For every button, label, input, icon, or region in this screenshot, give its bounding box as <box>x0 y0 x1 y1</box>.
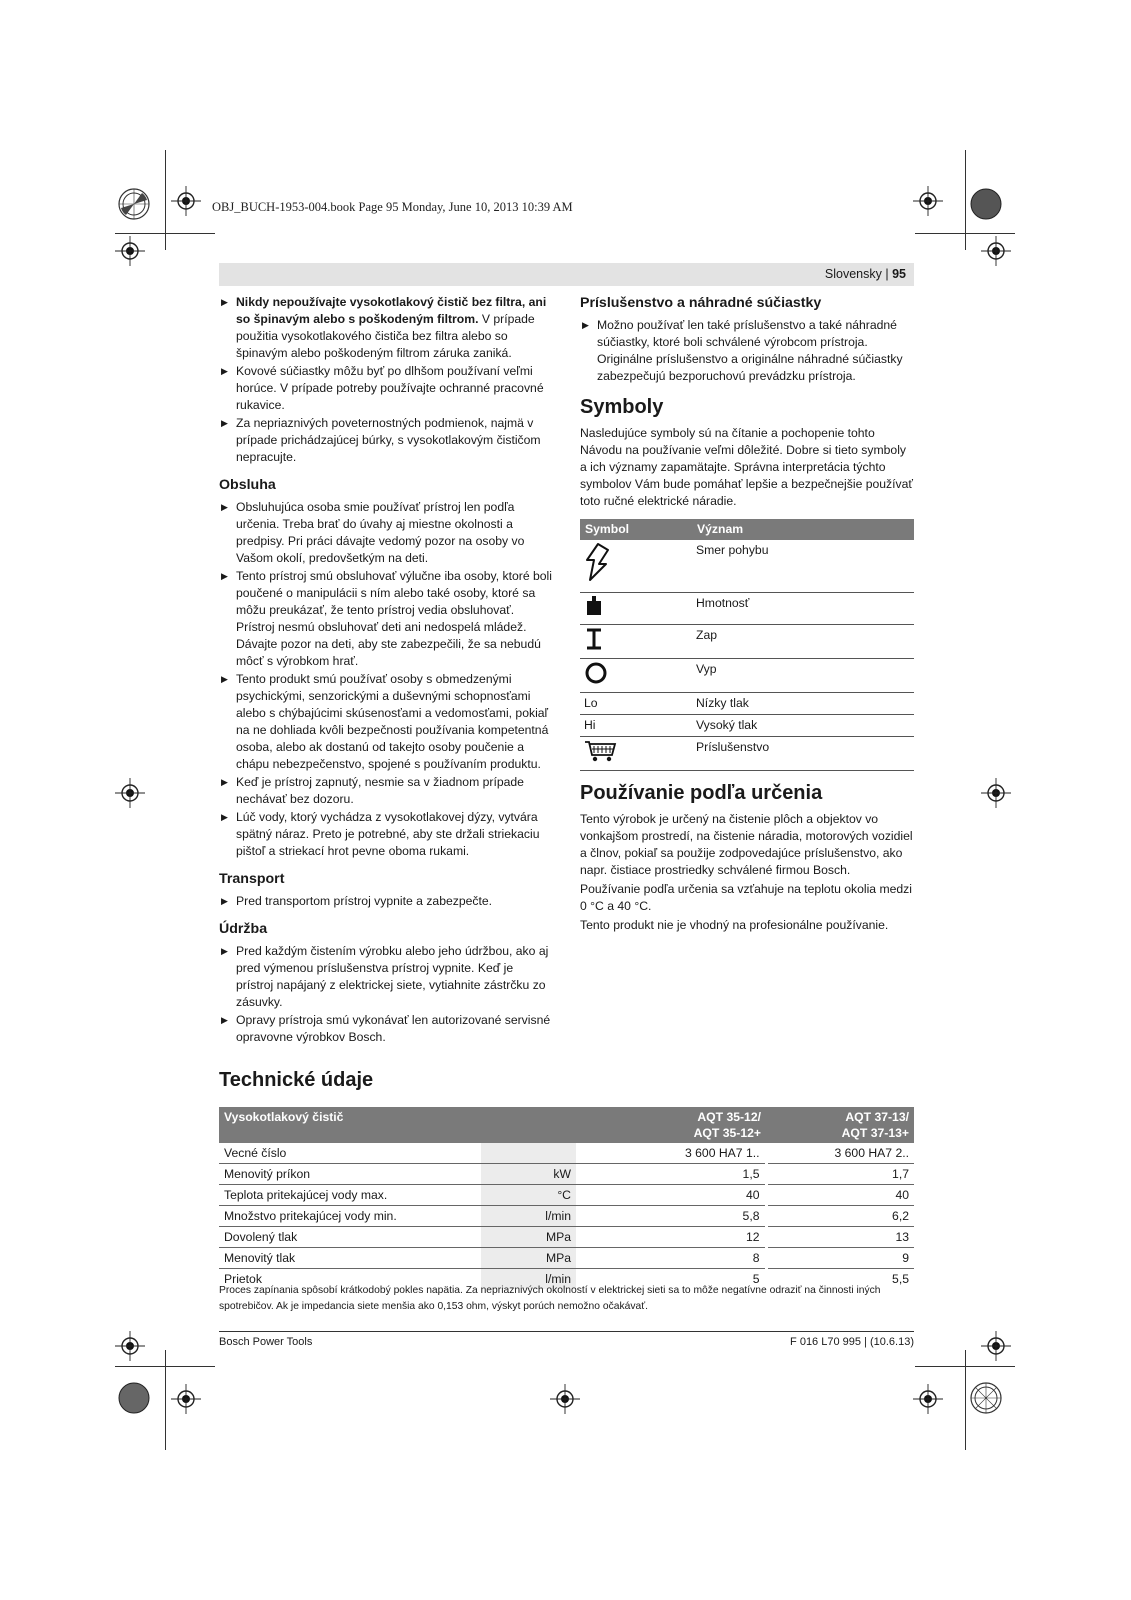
table-footnote: Proces zapínania spôsobí krátkodobý pokles napätia. Za nepriaznivých okolností v elektrickej sieti sa to môže negatívne odraziť na činnosti iných spotrebičov. Ak je impedancia siete menšia ako 0,153 ohm, výskyt porúch nemožno očakávať. <box>219 1285 881 1312</box>
table-row: Teplota pritekajúcej vody max. °C 40 40 <box>219 1185 914 1206</box>
crop-mark <box>115 233 215 234</box>
table-row: Menovitý tlak MPa 8 9 <box>219 1248 914 1269</box>
technical-data-heading: Technické údaje <box>219 1069 374 1091</box>
header-text <box>825 267 906 281</box>
list-item: ▶ Pred transportom prístroj vypnite a zabezpečte. <box>219 893 553 910</box>
section-heading-udrzba: Údržba <box>219 921 268 937</box>
right-column <box>580 294 914 936</box>
page-number: 95 <box>892 267 906 281</box>
section-heading-pouzivanie: Používanie podľa určenia <box>580 782 823 804</box>
crop-mark <box>915 1366 1015 1367</box>
registration-target-icon <box>115 778 145 808</box>
header-language: Slovensky <box>824 267 882 281</box>
crop-mark <box>915 233 1015 234</box>
registration-target-icon <box>171 1384 201 1414</box>
crop-mark <box>965 150 966 250</box>
section-heading-prislusenstvo: Príslušenstvo a náhradné súčiastky <box>580 295 822 311</box>
column-header-meaning: Význam <box>692 519 914 540</box>
list-item: ▶ Obsluhujúca osoba smie používať prístroj len podľa určenia. Treba brať do úvahy aj miestne okolnosti a predpisy. Pri práci dávajte vedomý pozor na osoby vo Vašom okolí, predovšetkým na deti. <box>219 499 553 567</box>
registration-target-icon <box>913 186 943 216</box>
symbol-label: Lo <box>580 693 692 715</box>
column-header-product: Vysokotlakový čistič <box>219 1107 481 1143</box>
footer-brand: Bosch Power Tools <box>219 1336 313 1348</box>
table-row <box>580 715 914 737</box>
table-row <box>580 593 914 625</box>
paragraph: Tento produkt nie je vhodný na profesionálne používanie. <box>580 918 889 932</box>
section-heading-symboly: Symboly <box>580 396 664 418</box>
symbol-meaning: Smer pohybu <box>692 540 914 593</box>
registration-target-icon <box>981 778 1011 808</box>
registration-mark-icon <box>118 188 150 220</box>
table-row: Menovitý príkon kW 1,5 1,7 <box>219 1164 914 1185</box>
section-heading-obsluha: Obsluha <box>219 477 276 493</box>
symbol-meaning: Nízky tlak <box>692 693 914 715</box>
list-item: ▶ Lúč vody, ktorý vychádza z vysokotlakovej dýzy, vytvára spätný náraz. Preto je potrebné, aby ste držali striekaciu pištoľ a striekací hrot pevne oboma rukami. <box>219 809 553 860</box>
symbol-label: Hi <box>580 715 692 737</box>
safety-bullet: ▶ Nikdy nepoužívajte vysokotlakový čistič bez filtra, ani so špinavým alebo s poškodeným filtrom. V prípade použitia vysokotlakového čističa bez filtra alebo so špinavým alebo poškodeným filtrom záruka zaniká. <box>219 294 553 362</box>
header-separator: | <box>885 267 889 281</box>
shopping-cart-icon <box>584 739 618 763</box>
table-row: Prietok l/min 5 5,5 <box>219 1269 914 1290</box>
table-row <box>580 659 914 693</box>
list-item: ▶ Tento produkt smú používať osoby s obmedzenými psychickými, senzorickými a duševnými schopnosťami alebo s chýbajúcimi skúsenosťami a vedomosťami, pokiaľ na ne dohliada kvôli bezpečnosti používania kompetentná osoba, alebo ak dostanú od takejto osoby poučenie a chápu nebezpečenstvo, spojené s používaním produktu. <box>219 671 553 773</box>
registration-target-icon <box>115 236 145 266</box>
table-row: Vecné číslo 3 600 HA7 1.. 3 600 HA7 2.. <box>219 1143 914 1164</box>
table-row: Dovolený tlak MPa 12 13 <box>219 1227 914 1248</box>
registration-target-icon <box>171 186 201 216</box>
power-off-icon <box>584 661 608 685</box>
registration-target-icon <box>913 1384 943 1414</box>
symbol-meaning: Hmotnosť <box>692 593 914 625</box>
registration-target-icon <box>550 1384 580 1414</box>
paragraph: Používanie podľa určenia sa vzťahuje na teplotu okolia medzi 0 °C a 40 °C. <box>580 882 912 913</box>
table-row <box>580 540 914 593</box>
registration-mark-icon <box>970 1382 1002 1414</box>
symbol-meaning: Zap <box>692 625 914 659</box>
power-on-icon <box>584 627 604 651</box>
crop-mark <box>165 1350 166 1450</box>
color-bar-mark-icon <box>970 188 1002 220</box>
registration-target-icon <box>981 236 1011 266</box>
list-item: ▶ Tento prístroj smú obsluhovať výlučne iba osoby, ktoré boli poučené o manipulácii s ním alebo také osoby, ktoré sa môžu preukázať, že tento prístroj vedia obsluhovať. Prístroj nesmú obsluhovať deti ani nedospelá mládež. Dávajte pozor na deti, aby ste zabezpečili, že sa nebudú môcť s výrobkom hrať. <box>219 568 553 670</box>
page-header <box>219 263 914 286</box>
crop-mark <box>115 1366 215 1367</box>
table-header-row <box>580 519 914 540</box>
registration-target-icon <box>981 1331 1011 1361</box>
list-item: ▶ Opravy prístroja smú vykonávať len autorizované servisné opravovne výrobkov Bosch. <box>219 1012 553 1046</box>
table-header-row <box>219 1107 914 1143</box>
footer-doc-number: F 016 L70 995 | (10.6.13) <box>790 1336 914 1348</box>
symbols-intro: Nasledujúce symboly sú na čítanie a pochopenie tohto Návodu na používanie veľmi dôležité. Dobre si tieto symboly a ich významy zapamätajte. Správna interpretácia týchto symbolov Vám bude pomáhať lepšie a bezpečnejšie používať toto ručné elektrické náradie. <box>580 426 913 508</box>
left-column <box>219 294 553 1047</box>
print-info: OBJ_BUCH-1953-004.book Page 95 Monday, June 10, 2013 10:39 AM <box>212 200 573 214</box>
crop-mark <box>165 150 166 250</box>
list-item: ▶ Keď je prístroj zapnutý, nesmie sa v žiadnom prípade nechávať bez dozoru. <box>219 774 553 808</box>
technical-data-table <box>219 1107 914 1289</box>
symbol-meaning: Vyp <box>692 659 914 693</box>
direction-arrow-icon <box>584 542 612 584</box>
paragraph: Tento výrobok je určený na čistenie plôch a objektov vo vonkajšom prostredí, na čistenie náradia, motorových vozidiel a člnov, pokiaľ sa použije zodpovedajúce príslušenstvo, ako napr. čistiace prostriedky schválené firmou Bosch. <box>580 812 913 877</box>
symbols-table <box>580 519 914 771</box>
symbol-meaning: Vysoký tlak <box>692 715 914 737</box>
column-header-model-2: AQT 37-13/ AQT 37-13+ <box>766 1107 914 1143</box>
table-row <box>580 625 914 659</box>
safety-bullet: ▶ Kovové súčiastky môžu byť po dlhšom používaní veľmi horúce. V prípade potreby používajte ochranné pracovné rukavice. <box>219 363 553 414</box>
list-item: ▶ Možno používať len také príslušenstvo a také náhradné súčiastky, ktoré boli schválené výrobcom prístroja. Originálne príslušenstvo a originálne náhradné súčiastky zabezpečujú bezporuchovú prevádzku prístroja. <box>580 317 914 385</box>
symbol-meaning: Príslušenstvo <box>692 737 914 771</box>
section-heading-transport: Transport <box>219 871 285 887</box>
footer-divider <box>219 1331 914 1332</box>
weight-icon <box>584 595 604 617</box>
column-header-symbol: Symbol <box>580 519 692 540</box>
table-row <box>580 693 914 715</box>
table-row: Množstvo pritekajúcej vody min. l/min 5,8 6,2 <box>219 1206 914 1227</box>
column-header-model-1: AQT 35-12/ AQT 35-12+ <box>576 1107 766 1143</box>
safety-bullet: ▶ Za nepriaznivých poveternostných podmienok, najmä v prípade prichádzajúcej búrky, s vysokotlakovým čističom nepracujte. <box>219 415 553 466</box>
color-bar-mark-icon <box>118 1382 150 1414</box>
registration-target-icon <box>115 1331 145 1361</box>
table-row <box>580 737 914 771</box>
crop-mark <box>965 1350 966 1450</box>
list-item: ▶ Pred každým čistením výrobku alebo jeho údržbou, ako aj pred výmenou príslušenstva prístroj vypnite. Keď je prístroj napájaný z elektrickej siete, vytiahnite zástrčku zo zásuvky. <box>219 943 553 1011</box>
